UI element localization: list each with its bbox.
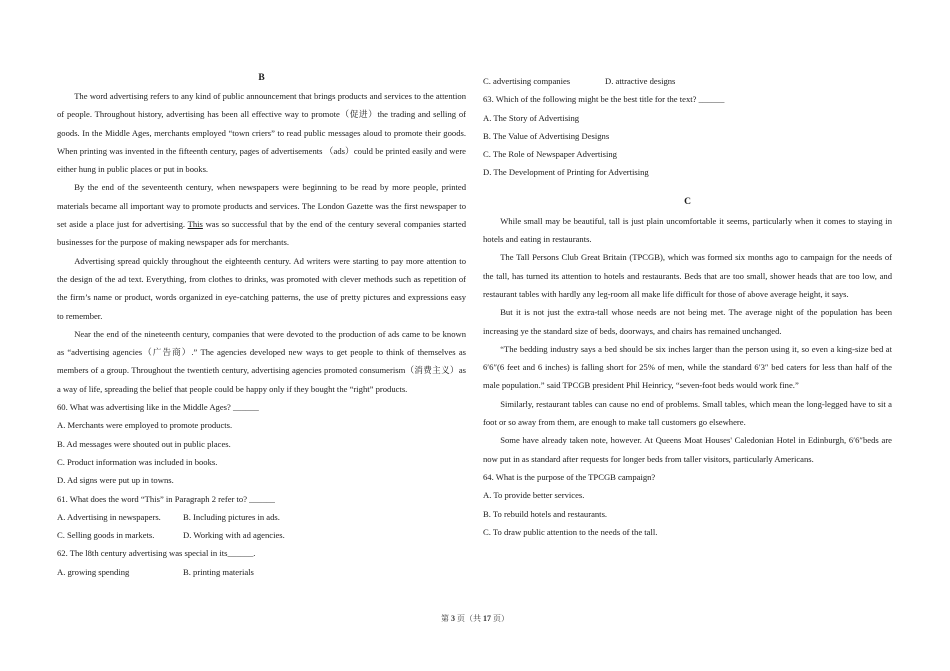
passage-b-paragraph-2 [57,178,466,251]
question-61-option-c: C. Selling goods in markets. [57,530,155,541]
question-61: 61. What does the word “This” in Paragraph 2 refer to? ______ [57,493,275,504]
passage-b-paragraph-3: Advertising spread quickly throughout the eighteenth century. Ad writers were starting to pay more attention to the design of the ad text. Everything, from clothes to drinks, was promoted with clever methods such as repetition of the firm’s name or product, words organized in eye-catching patterns, the use of pretty pictures and expressions easy to remember. [57,255,466,321]
question-60-option-b: B. Ad messages were shouted out in public places. [57,438,231,449]
right-column [483,72,892,541]
question-63-option-d: D. The Development of Printing for Advertising [483,167,649,178]
footer-middle: 页（共 [457,614,481,623]
footer-prefix: 第 [441,614,449,623]
question-64-option-a: A. To provide better services. [483,490,585,501]
passage-b-paragraph-4: Near the end of the nineteenth century, companies that were devoted to the production of ads came to be known as “advertising agencies（广告商）.” The agencies developed new ways to get people to think of themselves as members of a group. Throughout the twentieth century, advertising agencies promoted consumerism（消费主义）as a way of life, spreading the belief that people could be happy only if they bought the “right” products. [57,328,466,394]
section-heading-c: C [684,196,691,207]
question-63-option-b: B. The Value of Advertising Designs [483,130,610,141]
footer-suffix: 页） [493,614,509,623]
passage-c-paragraph-2: The Tall Persons Club Great Britain (TPCGB), which was formed six months ago to campaign for the needs of the tall, has turned its attention to hotels and restaurants. Beds that are too small, shower heads that are too low, and restaurant tables with hardly any leg-room all make life difficult for those of above average height, it says. [483,252,892,299]
question-61-options-ab [57,508,466,526]
question-63-option-a: A. The Story of Advertising [483,112,580,123]
question-60-option-c: C. Product information was included in books. [57,456,218,467]
passage-c-paragraph-3: But it is not just the extra-tall whose needs are not being met. The average night of the population has been increasing ye the standard size of beds, doorways, and chairs has remained unchanged. [483,307,892,336]
question-63-option-c: C. The Role of Newspaper Advertising [483,149,617,160]
current-page-number: 3 [451,614,455,623]
question-64: 64. What is the purpose of the TPCGB campaign? [483,471,656,482]
section-heading-b: B [258,73,265,83]
question-60: 60. What was advertising like in the Middle Ages? ______ [57,402,259,413]
passage-b-paragraph-1: The word advertising refers to any kind of public announcement that brings products and services to the attention of people. Throughout history, advertising has been all effective way to promote（促进）the trading and selling of goods. In the Middle Ages, merchants employed “town criers” to read public messages aloud to promote their goods. When printing was invented in the fifteenth century, pages of advertisements （ads）could be printed easily and were either hung in public places or put in books. [57,91,466,175]
page-footer [0,613,950,624]
question-62-options-ab [57,563,466,581]
question-62-options-cd [483,72,892,90]
question-61-option-b: B. Including pictures in ads. [183,511,280,522]
question-62: 62. The l8th century advertising was special in its______. [57,548,256,559]
passage-c-paragraph-5: Similarly, restaurant tables can cause no end of problems. Small tables, which mean the long-legged have to sit a foot or so away from them, are enough to make tall customers go elsewhere. [483,398,892,428]
paragraph-2-part-2: was so successful that by the end of the century several companies started businesses for the purpose of making newspaper ads for merchants. [57,219,466,248]
question-61-option-a: A. Advertising in newspapers. [57,511,161,522]
question-62-option-c: C. advertising companies [483,76,571,86]
question-60-option-a: A. Merchants were employed to promote products. [57,420,233,431]
question-64-option-c: C. To draw public attention to the needs of the tall. [483,526,658,537]
total-page-count: 17 [483,614,491,623]
left-column [57,72,466,581]
paragraph-2-part-1: By the end of the seventeenth century, when newspapers were beginning to be read by more people, printed materials became all important way to promote products and services. The London Gazette was the first newspaper to set aside a place just for advertising. [57,182,466,230]
passage-c-paragraph-1: While small may be beautiful, tall is just plain uncomfortable it seems, particularly when it comes to staying in hotels and eating in restaurants. [483,215,892,245]
underlined-word-this: This [187,219,203,230]
question-62-option-d: D. attractive designs [605,76,676,86]
question-60-option-d: D. Ad signs were put up in towns. [57,475,174,486]
question-64-option-b: B. To rebuild hotels and restaurants. [483,508,608,519]
question-62-option-a: A. growing spending [57,566,130,577]
passage-c-paragraph-4: “The bedding industry says a bed should be six inches larger than the person using it, so even a king-size bed at 6′6″(6 feet and 6 inches) is falling short for 25% of men, while the standard 6′3″ bed caters for less than half of the male population.” said TPCGB president Phil Heinricy, “seven-foot beds would work fine.” [483,343,892,391]
question-61-option-d: D. Working with ad agencies. [183,530,285,541]
question-62-option-b: B. printing materials [183,566,254,577]
question-61-options-cd [57,526,466,544]
passage-c-paragraph-6: Some have already taken note, however. At Queens Moat Houses' Caledonian Hotel in Edinburgh, 6′6″beds are now put in as standard after requests for longer beds from taller visitors, particularly Americans. [483,435,892,464]
question-63: 63. Which of the following might be the best title for the text? ______ [483,94,725,105]
